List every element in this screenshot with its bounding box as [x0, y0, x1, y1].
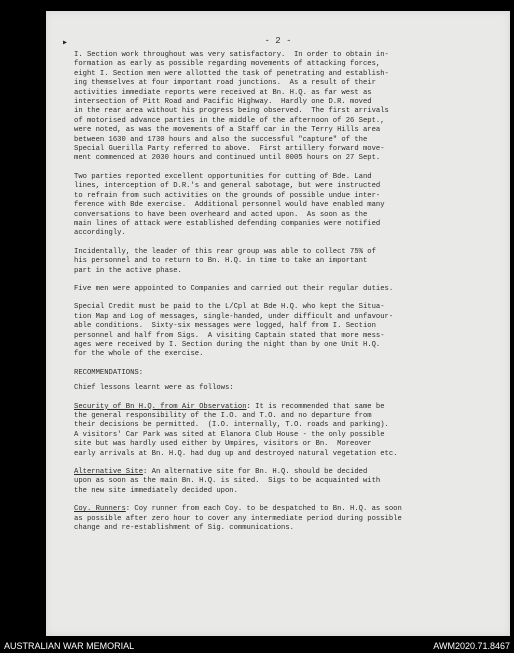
paragraph-special-credit: Special Credit must be paid to the L/Cpl at Bde H.Q. who kept the Situa- tion Map and Log of messages, single-handed, under difficult and unfavour- able conditions. Sixty-six messages were logged, half from I. Section personnel and half from Sigs. A visiting Captain stated that more mess- ages were received by I. Section during the night than by one Unit H.Q. for the whole of the exercise. [74, 303, 394, 359]
document-page [46, 11, 510, 636]
coy-runners-body: : Coy runner from each Coy. to be despatched to Bn. H.Q. as soon as possible after zero hour to cover any intermediate period during possible change and re-establishment of Sig. communications. [74, 505, 402, 533]
archive-reference: AWM2020.71.8467 [433, 641, 510, 651]
recommendations-heading: RECOMMENDATIONS: [74, 368, 144, 377]
alternative-site-body: : An alternative site for Bn. H.Q. should be decided upon as soon as the main Bn. H.Q. is sited. Sigs to be acquainted with the new site immediately decided upon. [74, 468, 381, 495]
paragraph-intelligence-section: I. Section work throughout was very satisfactory. In order to obtain in- formation as early as possible regarding movements of attacking forces, eight I. Section men were allotted the task of penetrating and establish- ing themselves at four important road junctions. As a result of their activities immediate reports were received at Bn. H.Q. as far west as intersection of Pitt Road and Pacific Highway. Hardly one D.R. moved in the rear area without his progress being observed. The first arrivals of motorised advance parties in the middle of the afternoon of 26 Sept., were noted, as was the movements of a Staff car in the Terry Hills area between 1630 and 1730 hours and also the successful "capture" of the Special Guerilla Party referred to above. First artillery forward move- ment commenced at 2030 hours and continued until 0005 hours on 27 Sept. [74, 51, 389, 163]
paragraph-coy-runners [74, 505, 494, 533]
security-heading: Security of Bn H.Q. from Air Observation [74, 402, 247, 411]
paragraph-two-parties: Two parties reported excellent opportunities for cutting of Bde. Land lines, interception of D.R.'s and general sabotage, but were instructed to refrain from such activities on the grounds of possible undue inter- ference with Bde exercise. Additional personnel would have enabled many conversations to have been overheard and acted upon. As soon as the main lines of attack were established defending companies were notified accordingly. [74, 172, 385, 238]
alternative-site-heading: Alternative Site [74, 468, 144, 477]
page-number: - 2 - [264, 36, 292, 46]
margin-mark: ▸ [62, 38, 69, 49]
paragraph-chief-lessons: Chief lessons learnt were as follows: [74, 384, 234, 393]
coy-runners-heading: Coy. Runners [74, 505, 126, 514]
paragraph-incidentally: Incidentally, the leader of this rear group was able to collect 75% of his personnel and to return to Bn. H.Q. in time to take an important part in the active phase. [74, 247, 376, 275]
paragraph-five-men: Five men were appointed to Companies and carried out their regular duties. [74, 284, 394, 293]
security-body: : It is recommended that same be the general responsibility of the I.O. and T.O. and no departure from their decisions be permitted. (I.O. internally, T.O. roads and parking). A visitors' Car Park was sited at Elanora Club House - the only possible site but was hardly used either by Umpires, visitors or Bn. Moreover early arrivals at Bn. H.Q. had dug up and destroyed natural vegetation etc. [74, 402, 398, 458]
document-body [74, 51, 494, 542]
paragraph-security [74, 403, 494, 459]
paragraph-alternative-site [74, 468, 494, 496]
archive-footer [0, 640, 514, 653]
archive-name: AUSTRALIAN WAR MEMORIAL [4, 641, 135, 651]
